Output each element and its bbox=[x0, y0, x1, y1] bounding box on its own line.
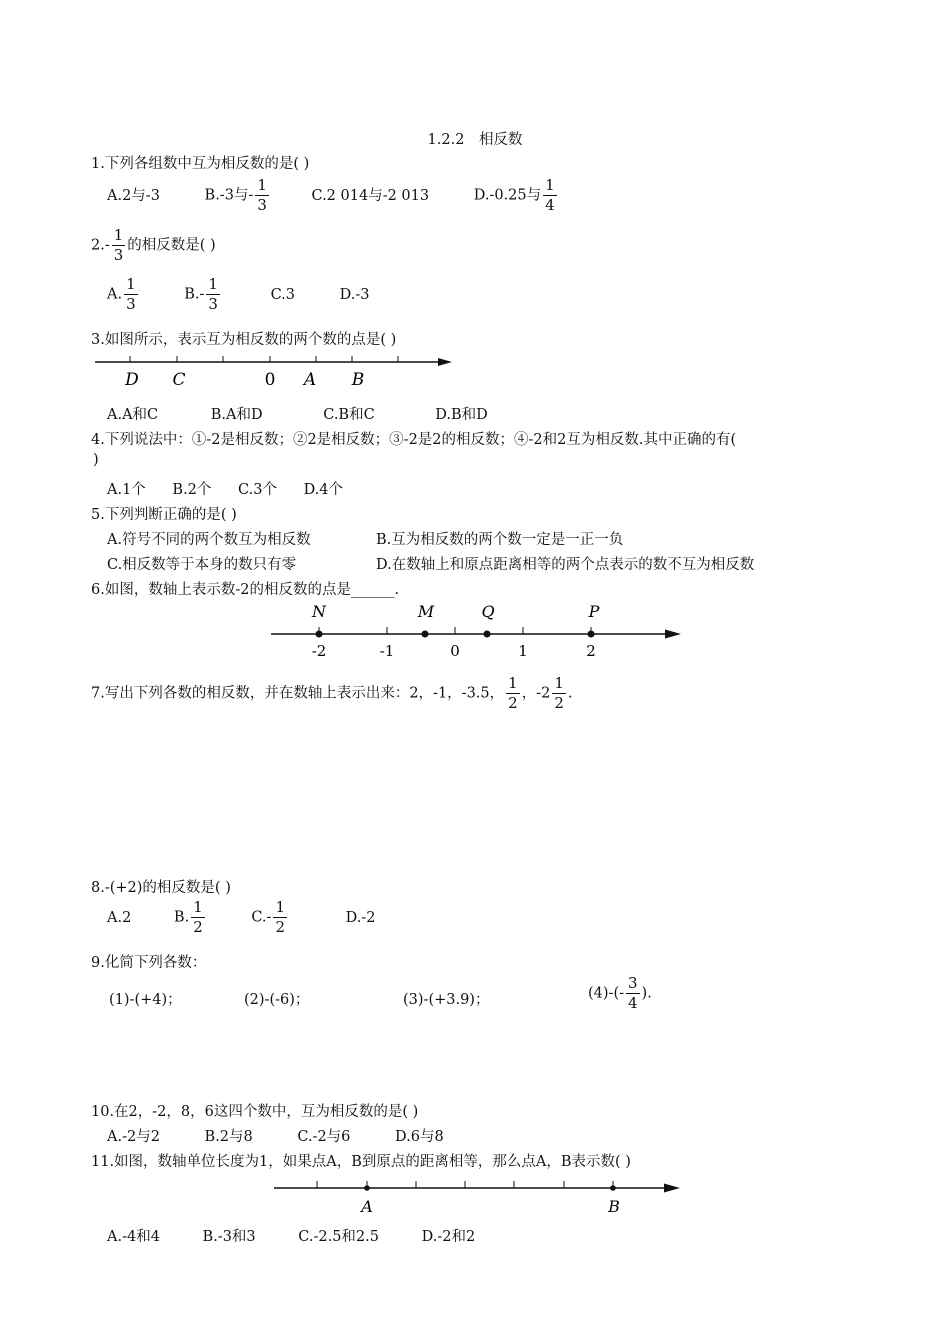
point-p-dot bbox=[588, 631, 595, 638]
fraction-numerator: 1 bbox=[126, 275, 136, 293]
q2-option-a-text: A. bbox=[107, 286, 123, 303]
q10-options bbox=[107, 1125, 444, 1146]
q1-option-d bbox=[474, 178, 559, 213]
q4-stem-cont: ) bbox=[93, 452, 99, 468]
point-label-m: M bbox=[417, 602, 435, 621]
q8-option-c-text: C.- bbox=[251, 909, 272, 926]
q3-stem: 3.如图所示，表示互为相反数的两个数的点是( ) bbox=[91, 332, 397, 348]
q1-option-d-fraction bbox=[543, 178, 557, 213]
fraction-numerator: 1 bbox=[257, 176, 267, 194]
q7-stem-text: 7.写出下列各数的相反数，并在数轴上表示出来：2，-1，-3.5， bbox=[91, 685, 505, 702]
point-label-a: A bbox=[361, 1197, 373, 1216]
point-label-b: B bbox=[351, 370, 365, 390]
q10-option-c: C.-2与6 bbox=[297, 1129, 351, 1145]
point-m-dot bbox=[422, 631, 429, 638]
q5-option-c: C.相反数等于本身的数只有零 bbox=[107, 557, 297, 573]
q6-number-line bbox=[265, 600, 690, 662]
point-b-dot bbox=[610, 1185, 616, 1191]
fraction-numerator: 1 bbox=[554, 674, 564, 692]
fraction-denominator: 4 bbox=[545, 196, 555, 214]
arrow-head-icon bbox=[438, 358, 452, 366]
q8-option-c-fraction bbox=[273, 900, 287, 935]
q1-stem: 1.下列各组数中互为相反数的是( ) bbox=[91, 156, 310, 172]
q2-stem-prefix: 2.- bbox=[91, 237, 110, 254]
q8-option-b-text: B. bbox=[173, 909, 190, 926]
q8-options bbox=[107, 900, 375, 935]
fraction-denominator: 4 bbox=[628, 994, 638, 1012]
q5-stem: 5.下列判断正确的是( ) bbox=[91, 507, 237, 523]
q7-fraction-2 bbox=[552, 676, 566, 711]
point-q-dot bbox=[484, 631, 491, 638]
tick-label: 0 bbox=[450, 642, 460, 660]
origin-label: 0 bbox=[264, 370, 276, 390]
q11-option-d: D.-2和2 bbox=[421, 1229, 476, 1245]
q4-option-c: C.3个 bbox=[238, 482, 277, 498]
q5-option-d: D.在数轴上和原点距离相等的两个点表示的数不互为相反数 bbox=[376, 557, 755, 573]
point-label-q: Q bbox=[481, 602, 495, 621]
point-label-p: P bbox=[588, 602, 600, 621]
q2-option-d: D.-3 bbox=[339, 286, 370, 303]
q1-option-d-text: D.-0.25与 bbox=[473, 187, 542, 204]
q10-option-b: B.2与8 bbox=[204, 1129, 253, 1145]
q2-option-a bbox=[107, 277, 140, 312]
q9-part-4-text: (4)-(- bbox=[588, 985, 624, 1002]
q10-stem: 10.在2，-2，8，6这四个数中，互为相反数的是( ) bbox=[91, 1104, 419, 1120]
q9-part-4-fraction bbox=[626, 976, 640, 1011]
q10-option-d: D.6与8 bbox=[395, 1129, 444, 1145]
fraction-denominator: 3 bbox=[257, 196, 267, 214]
q1-option-b-fraction bbox=[255, 178, 269, 213]
q8-option-b bbox=[174, 900, 207, 935]
fraction-denominator: 2 bbox=[508, 694, 518, 712]
q2-stem-suffix: 的相反数是( ) bbox=[127, 237, 216, 254]
q7-stem-mid: ，-2 bbox=[521, 685, 551, 702]
q8-stem: 8.-(+2)的相反数是( ) bbox=[91, 880, 231, 896]
fraction-denominator: 3 bbox=[126, 295, 136, 313]
q4-option-a: A.1个 bbox=[107, 482, 146, 498]
q7-stem bbox=[91, 676, 572, 711]
point-label-d: D bbox=[125, 370, 139, 390]
q11-option-c: C.-2.5和2.5 bbox=[298, 1229, 379, 1245]
q11-stem: 11.如图，数轴单位长度为1，如果点A，B到原点的距离相等，那么点A，B表示数( ) bbox=[91, 1154, 631, 1170]
fraction-denominator: 3 bbox=[208, 295, 218, 313]
q5-option-b: B.互为相反数的两个数一定是一正一负 bbox=[376, 532, 624, 548]
fraction-numerator: 1 bbox=[545, 176, 555, 194]
q2-option-b bbox=[184, 277, 222, 312]
q3-option-a: A.A和C bbox=[107, 407, 159, 423]
q11-number-line bbox=[268, 1176, 688, 1218]
q9-part-3: (3)-(+3.9)； bbox=[403, 992, 490, 1008]
fraction-numerator: 3 bbox=[628, 974, 638, 992]
fraction-denominator: 2 bbox=[275, 918, 285, 936]
q3-option-b: B.A和D bbox=[210, 407, 263, 423]
fraction-numerator: 1 bbox=[508, 674, 518, 692]
q9-part-2: (2)-(-6)； bbox=[244, 992, 310, 1008]
q1-option-a: A.2与-3 bbox=[107, 187, 160, 204]
q1-option-b bbox=[205, 178, 271, 213]
q6-stem: 6.如图，数轴上表示数-2的相反数的点是______. bbox=[91, 582, 400, 598]
q2-options bbox=[107, 277, 369, 312]
q3-options bbox=[107, 403, 488, 424]
q8-option-c bbox=[251, 900, 289, 935]
q4-option-d: D.4个 bbox=[303, 482, 344, 498]
q4-option-b: B.2个 bbox=[172, 482, 212, 498]
q2-option-b-fraction bbox=[206, 277, 220, 312]
tick-label: -2 bbox=[311, 642, 327, 660]
point-label-a: A bbox=[303, 370, 317, 390]
point-n-dot bbox=[316, 631, 323, 638]
q11-option-a: A.-4和4 bbox=[107, 1229, 160, 1245]
point-label-n: N bbox=[312, 602, 326, 621]
tick-label: -1 bbox=[379, 642, 395, 660]
q2-option-a-fraction bbox=[124, 277, 138, 312]
fraction-numerator: 1 bbox=[193, 898, 203, 916]
q1-option-c: C.2 014与-2 013 bbox=[311, 187, 430, 204]
point-a-dot bbox=[364, 1185, 370, 1191]
q3-number-line bbox=[90, 350, 460, 395]
q1-option-b-text: B.-3与- bbox=[204, 187, 254, 204]
fraction-numerator: 1 bbox=[113, 226, 124, 244]
q9-stem: 9.化简下列各数： bbox=[91, 955, 207, 971]
tick-label: 2 bbox=[586, 642, 596, 660]
q2-option-b-text: B.- bbox=[184, 286, 205, 303]
tick-label: 1 bbox=[518, 642, 528, 660]
q8-option-b-fraction bbox=[191, 900, 205, 935]
point-label-b: B bbox=[608, 1197, 620, 1216]
q5-option-a: A.符号不同的两个数互为相反数 bbox=[107, 532, 311, 548]
q2-stem bbox=[91, 228, 216, 263]
fraction-denominator: 3 bbox=[113, 246, 124, 264]
q4-options bbox=[107, 478, 343, 499]
q9-part-4-end: ). bbox=[641, 985, 652, 1002]
q1-options bbox=[107, 178, 559, 213]
q10-option-a: A.-2与2 bbox=[107, 1129, 160, 1145]
q3-option-c: C.B和C bbox=[323, 407, 375, 423]
q4-stem: 4.下列说法中：①-2是相反数；②2是相反数；③-2是2的相反数；④-2和2互为相反数.其中正确的有( bbox=[91, 432, 737, 448]
q8-option-d: D.-2 bbox=[345, 909, 376, 926]
arrow-head-icon bbox=[664, 1184, 680, 1193]
fraction-numerator: 1 bbox=[275, 898, 285, 916]
page-title: 1.2.2 相反数 bbox=[427, 132, 523, 148]
arrow-head-icon bbox=[665, 630, 681, 639]
q2-option-c: C.3 bbox=[270, 286, 295, 303]
q11-option-b: B.-3和3 bbox=[202, 1229, 256, 1245]
q8-option-a: A.2 bbox=[107, 909, 132, 926]
q7-fraction-1 bbox=[506, 676, 520, 711]
point-label-c: C bbox=[172, 370, 186, 390]
fraction-denominator: 2 bbox=[554, 694, 564, 712]
q9-part-4 bbox=[588, 976, 652, 1011]
q2-stem-fraction bbox=[112, 228, 126, 263]
q11-options bbox=[107, 1225, 475, 1246]
q7-stem-end: . bbox=[567, 685, 573, 702]
fraction-denominator: 2 bbox=[193, 918, 203, 936]
q3-option-d: D.B和D bbox=[435, 407, 488, 423]
q9-part-1: (1)-(+4)； bbox=[109, 992, 182, 1008]
fraction-numerator: 1 bbox=[208, 275, 218, 293]
